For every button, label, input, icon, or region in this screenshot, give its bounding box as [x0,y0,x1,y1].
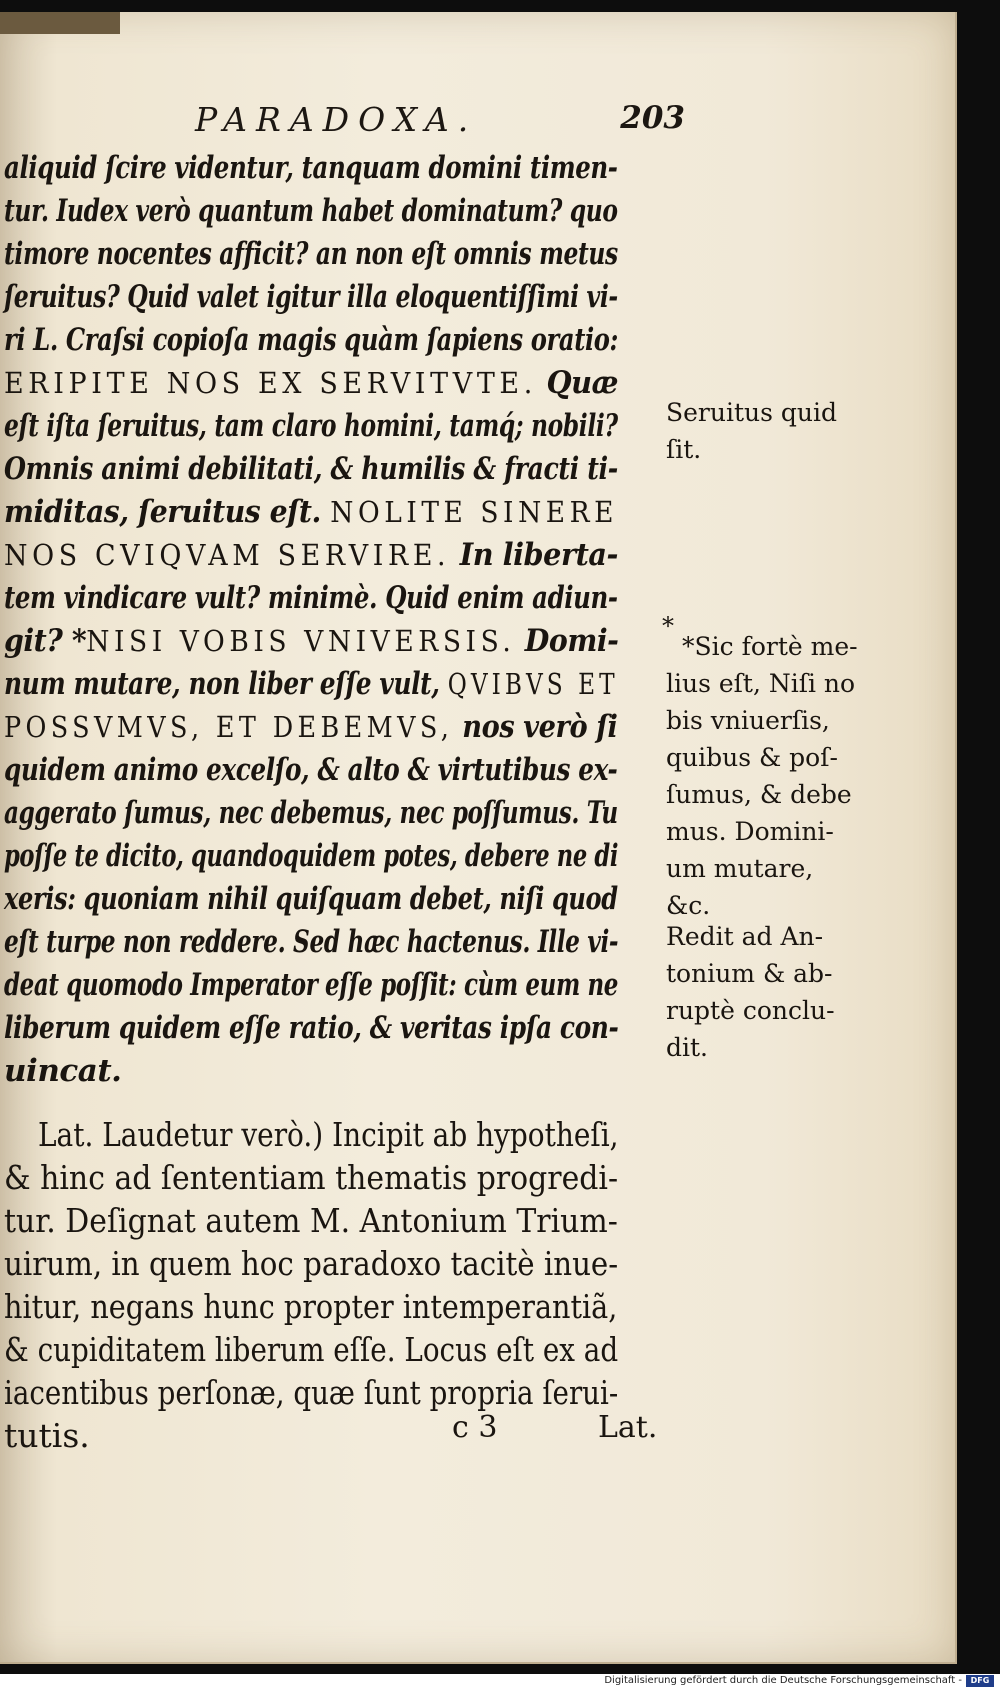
text-line: tem vindicare vult? minimè. Quid enim adiun- [4,580,618,616]
asterisk-mark: * [662,612,674,640]
text-fragment: Domi- [515,623,619,659]
text-line: aggerato ſumus, nec debemus, nec poſſumus. Tu [4,795,618,831]
margin-note-line: Redit ad An- [666,922,824,951]
margin-note-line: quibus & poſ- [666,743,838,772]
text-fragment: Quæ [536,365,618,401]
text-line: poſſe te dicito, quandoquidem potes, debere ne di [4,838,619,874]
commentary-line: & cupiditatem liberum eſſe. Locus eſt ex ad [4,1330,619,1369]
margin-note-line: bis vniuerſis, [666,706,830,735]
text-line: liberum quidem eſſe ratio, & veritas ipſa con- [4,1010,619,1046]
text-line: ſeruitus? Quid valet igitur illa eloquentiſſimi vi- [4,279,618,315]
commentary-line: tutis. [4,1416,90,1455]
capitals-quote: QVIBVS ET [447,667,619,701]
catchword: Lat. [598,1410,658,1445]
margin-note-line: ſit. [666,435,702,464]
running-head: PARADOXA. [195,100,478,139]
text-line: eſt turpe non reddere. Sed hæc hactenus. Ille vi- [4,924,619,960]
margin-note-line: ruptè conclu- [666,996,835,1025]
text-fragment: git? * [4,623,87,659]
text-line: quidem animo excelſo, & alto & virtutibus ex- [4,752,618,788]
commentary-line: tur. Deſignat autem M. Antonium Trium- [4,1201,618,1240]
text-line: eſt iſta ſeruitus, tam claro homini, tamq́; nobili? [4,408,618,444]
margin-note-line: dit. [666,1033,708,1062]
text-line: ri L. Craſsi copioſa magis quàm ſapiens oratio: [4,322,619,358]
text-line [4,623,618,659]
binding-edge [0,12,120,34]
dfg-logo: DFG [966,1675,994,1687]
text-line [4,494,618,530]
margin-note-line: &c. [666,891,711,920]
text-line: deat quomodo Imperator eſſe poſſit: cùm eum ne [4,967,619,1003]
text-fragment: num mutare, non liber eſſe vult, [4,666,448,702]
capitals-quote: POSSVMVS, ET DEBEMVS, [4,710,454,744]
text-line [4,365,618,401]
text-line: timore nocentes afficit? an non eſt omnis metus [4,236,618,272]
signature-mark: c 3 [452,1410,498,1445]
page-number: 203 [620,100,685,136]
commentary-line: & hinc ad ſententiam thematis progredi- [4,1158,619,1197]
text-fragment: miditas, ſeruitus eſt. [4,494,331,530]
capitals-quote: NISI VOBIS VNIVERSIS. [86,624,516,658]
attribution-text: Digitalisierung gefördert durch die Deutsche Forschungsgemeinschaft - [604,1675,962,1686]
margin-note-line: tonium & ab- [666,959,833,988]
commentary-line: iacentibus perſonæ, quæ ſunt propria ſerui- [4,1373,619,1412]
margin-note-line: ſumus, & debe [666,780,852,809]
commentary-line: Lat. Laudetur verò.) Incipit ab hypotheſi, [38,1115,619,1154]
text-line [4,666,619,702]
margin-note-line: Seruitus quid [666,398,837,427]
commentary-line: hitur, negans hunc propter intemperantiã, [4,1287,618,1326]
margin-note-line: mus. Domini- [666,817,834,846]
page-header [195,100,685,148]
text-line: tur. Iudex verò quantum habet dominatum? quo [4,193,618,229]
text-line [4,537,618,573]
capitals-quote: NOS CVIQVAM SERVIRE. [4,538,451,572]
text-line: aliquid ſcire videntur, tanquam domini timen- [4,150,618,186]
margin-note-line: lius eſt, Niſi no [666,669,856,698]
commentary-line: uirum, in quem hoc paradoxo tacitè inue- [4,1244,619,1283]
text-line: xeris: quoniam nihil quiſquam debet, niſi quod [4,881,618,917]
capitals-quote: ERIPITE NOS EX SERVITVTE. [4,366,537,400]
text-fragment: In liberta- [450,537,619,573]
margin-note-line: um mutare, [666,854,814,883]
margin-note-line: *Sic fortè me- [682,632,858,661]
text-line: Omnis animi debilitati, & humilis & fracti ti- [4,451,618,487]
text-line [4,709,617,745]
capitals-quote: NOLITE SINERE [330,495,618,529]
text-line: uincat. [4,1053,122,1089]
text-fragment: nos verò ſi [453,709,618,745]
